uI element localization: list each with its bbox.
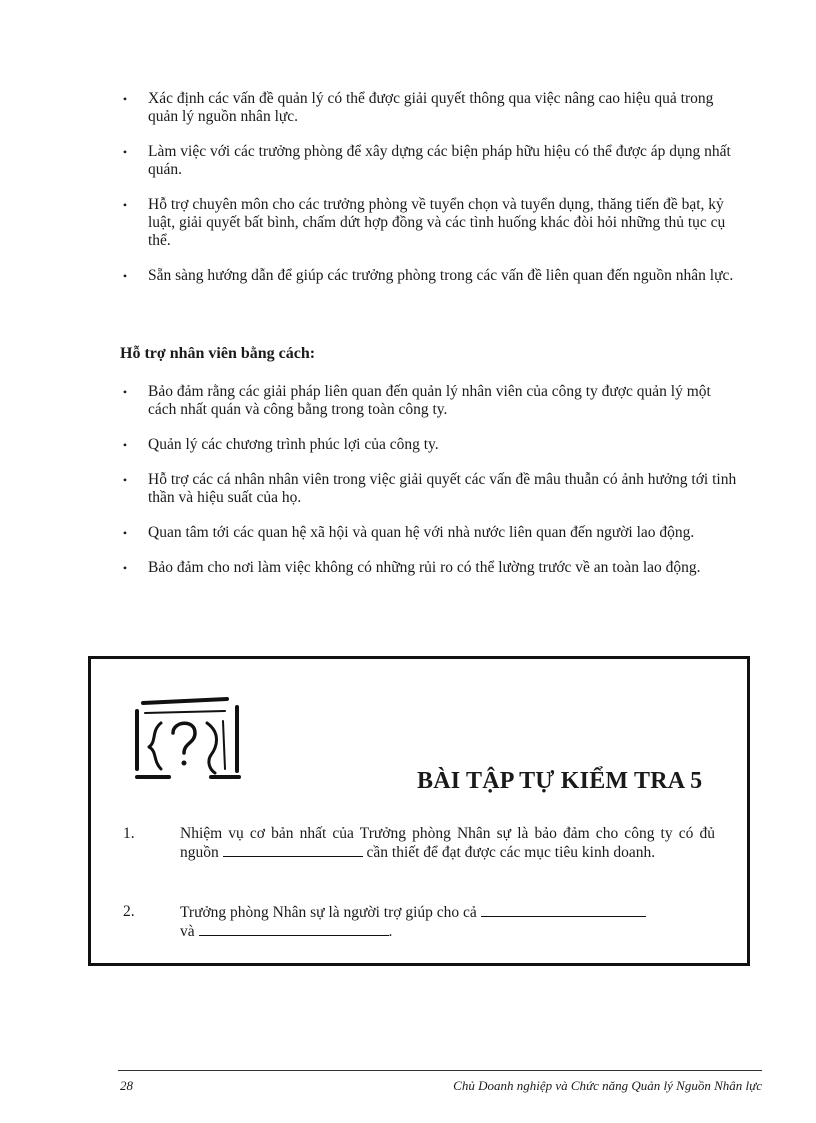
bullet-list-managers [120,90,740,302]
question-number: 1. [123,825,135,842]
list-item [120,383,740,419]
bullet-icon: • [122,385,128,399]
self-test-box [88,656,750,966]
question-number: 2. [123,903,135,920]
bullet-icon: • [122,473,128,487]
list-item-text: Hỗ trợ các cá nhân nhân viên trong việc giải quyết các vấn đề mâu thuẫn có ảnh hưởng tới tinh thần và hiệu suất của họ. [148,471,737,506]
bullet-icon: • [122,526,128,540]
bullet-icon: • [122,92,128,106]
answer-blank[interactable] [199,922,389,936]
exercise-title: BÀI TẬP TỰ KIỂM TRA 5 [417,768,703,794]
bullet-icon: • [122,145,128,159]
footer-divider [118,1070,762,1071]
question-text: cần thiết để đạt được các mục tiêu kinh doanh. [366,844,656,861]
bullet-list-employees [120,383,740,594]
question-text: . [388,923,393,940]
list-item-text: Xác định các vấn đề quản lý có thể được giải quyết thông qua việc nâng cao hiệu quả trong quản lý nguồn nhân lực. [148,90,714,125]
list-item [120,143,740,179]
list-item [120,436,740,454]
list-item [120,196,740,250]
list-item-text: Bảo đảm rằng các giải pháp liên quan đến quản lý nhân viên của công ty được quản lý một cách nhất quán và công bằng trong toàn công ty. [148,383,711,418]
list-item-text: Quan tâm tới các quan hệ xã hội và quan hệ với nhà nước liên quan đến người lao động. [148,524,695,541]
bullet-icon: • [122,269,128,283]
question-mark-head-icon [129,693,249,788]
question-text: Nhiệm vụ cơ bản nhất của Trưởng phòng Nhân sự là bảo đảm cho công ty có đủ nguồn [180,825,715,861]
answer-blank[interactable] [481,903,646,917]
question-text: Trưởng phòng Nhân sự là người trợ giúp cho cả [180,904,477,921]
running-title: Chủ Doanh nghiệp và Chức năng Quản lý Nguồn Nhân lực [453,1078,762,1093]
list-item [120,559,740,577]
list-item [120,524,740,542]
bullet-icon: • [122,561,128,575]
answer-blank[interactable] [223,843,363,857]
page-number: 28 [120,1078,133,1093]
list-item [120,267,740,285]
list-item-text: Làm việc với các trưởng phòng để xây dựng các biện pháp hữu hiệu có thể được áp dụng nhất quán. [148,143,731,178]
section-heading: Hỗ trợ nhân viên bằng cách: [120,345,316,362]
list-item-text: Hỗ trợ chuyên môn cho các trưởng phòng về tuyển chọn và tuyển dụng, thăng tiến đề bạt, kỷ luật, giải quyết bất bình, chấm dứt hợp đồng và các tình huống khác đòi hỏi những thủ tục cụ thể. [148,196,726,249]
question-1 [123,825,713,881]
question-text: và [180,923,195,940]
list-item-text: Sẵn sàng hướng dẫn để giúp các trưởng phòng trong các vấn đề liên quan đến nguồn nhân lực. [148,267,734,284]
list-item-text: Bảo đảm cho nơi làm việc không có những rủi ro có thể lường trước về an toàn lao động. [148,559,701,576]
list-item-text: Quản lý các chương trình phúc lợi của công ty. [148,436,439,453]
list-item [120,90,740,126]
question-2 [123,903,713,943]
bullet-icon: • [122,438,128,452]
list-item [120,471,740,507]
bullet-icon: • [122,198,128,212]
